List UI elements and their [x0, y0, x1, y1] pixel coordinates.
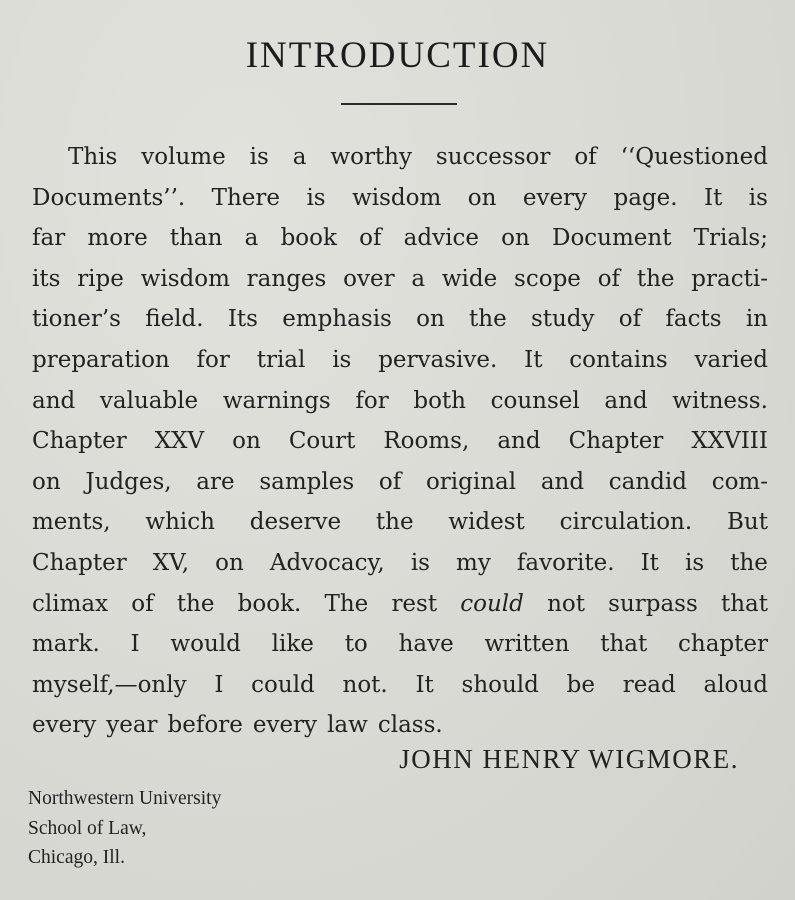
word: circulation. — [559, 509, 693, 536]
word: This — [68, 144, 118, 170]
word: candid — [608, 468, 687, 495]
word: both — [413, 387, 466, 414]
word: could — [251, 671, 315, 698]
word: is — [748, 184, 768, 211]
word: It — [415, 671, 434, 698]
word: page. — [613, 184, 678, 211]
word: of — [131, 590, 154, 617]
word: of — [359, 225, 382, 252]
word: worthy — [330, 144, 412, 170]
text-line — [32, 137, 768, 178]
word: original — [425, 468, 517, 495]
word: far — [32, 225, 66, 252]
word: a — [411, 265, 426, 292]
word: XXVIII — [691, 428, 768, 455]
word: emphasis — [282, 306, 392, 333]
text-line — [32, 218, 768, 259]
text-line — [32, 381, 768, 422]
word: could — [460, 590, 524, 617]
word: to — [344, 631, 368, 658]
word: a — [292, 144, 307, 170]
page-title: INTRODUCTION — [245, 35, 550, 76]
text-line — [32, 462, 768, 503]
word: volume — [141, 144, 226, 170]
word: is — [410, 549, 430, 576]
word: It — [524, 346, 543, 373]
word: Advocacy, — [269, 549, 385, 576]
word: There — [211, 184, 281, 211]
author-signature: JOHN HENRY WIGMORE. — [399, 744, 739, 774]
word: Court — [288, 428, 356, 455]
word: chapter — [678, 631, 768, 658]
word: The — [324, 590, 369, 617]
word: is — [249, 144, 269, 170]
word: on — [215, 549, 244, 576]
word: I — [130, 631, 140, 658]
word: Judges, — [85, 468, 172, 495]
word: on — [416, 306, 445, 333]
word: advice — [403, 225, 479, 252]
text-line — [32, 502, 768, 543]
word: for — [355, 387, 389, 414]
word: XXV — [154, 428, 205, 455]
word: XV, — [152, 549, 190, 576]
word: wisdom — [352, 184, 442, 211]
address-line: Chicago, Ill. — [28, 847, 125, 868]
word: the — [730, 549, 768, 576]
word: mark. — [32, 631, 100, 658]
word: of — [574, 144, 597, 170]
word: on — [32, 468, 61, 495]
word: should — [461, 671, 539, 698]
word: surpass — [608, 590, 698, 617]
word: myself,—only — [32, 671, 187, 698]
word: is — [332, 346, 352, 373]
word: book. — [237, 590, 302, 617]
word: a — [244, 225, 259, 252]
word: ‘‘Questioned — [620, 144, 768, 170]
word: successor — [435, 144, 551, 170]
word: more — [87, 225, 148, 252]
text-line — [32, 340, 768, 381]
word: facts — [665, 306, 722, 333]
word: counsel — [490, 387, 580, 414]
word: my — [456, 549, 491, 576]
word: ranges — [246, 265, 327, 292]
word: have — [398, 631, 454, 658]
word: law — [327, 712, 368, 739]
word: class. — [377, 712, 443, 739]
word: Its — [227, 306, 258, 333]
word: witness. — [672, 387, 768, 414]
author-address — [28, 784, 221, 873]
word: I — [214, 671, 224, 698]
word: It — [640, 549, 659, 576]
word: com- — [711, 468, 768, 495]
word: that — [600, 631, 648, 658]
word: study — [530, 306, 595, 333]
text-line — [32, 543, 768, 584]
word: for — [196, 346, 230, 373]
word: and — [497, 428, 541, 455]
text-line — [32, 705, 768, 746]
word: which — [145, 509, 215, 536]
word: But — [726, 509, 768, 536]
word: every — [252, 712, 318, 739]
word: is — [684, 549, 705, 576]
word: before — [167, 712, 243, 739]
word: Chapter — [568, 428, 664, 455]
word: Chapter — [32, 428, 127, 455]
word: varied — [694, 346, 768, 373]
word: of — [378, 468, 402, 495]
text-line — [32, 421, 768, 462]
text-line — [32, 624, 768, 665]
word: Chapter — [32, 549, 127, 576]
word: and — [540, 468, 585, 495]
word: widest — [448, 509, 525, 536]
word: the — [469, 306, 507, 333]
word: be — [566, 671, 595, 698]
word: ripe — [77, 265, 124, 292]
introduction-paragraph — [32, 137, 768, 746]
word: wide — [441, 265, 498, 292]
word: Documents’’. — [32, 184, 186, 211]
word: Document — [552, 225, 672, 252]
address-line: School of Law, — [28, 817, 147, 839]
word: It — [704, 184, 723, 211]
word: the — [176, 590, 215, 617]
word: year — [106, 712, 158, 739]
word: aloud — [703, 671, 768, 698]
word: on — [232, 428, 261, 455]
word: would — [170, 631, 241, 658]
word: warnings — [222, 387, 331, 414]
word: scope — [514, 265, 581, 292]
word: samples — [259, 468, 355, 495]
word: of — [597, 265, 621, 292]
word: Trials; — [693, 225, 768, 252]
word: deserve — [249, 509, 342, 536]
word: every — [522, 184, 588, 211]
word: read — [622, 671, 676, 698]
title-rule — [341, 103, 457, 105]
word: rest — [391, 590, 438, 617]
word: the — [375, 509, 414, 536]
word: Rooms, — [383, 428, 470, 455]
word: preparation — [32, 346, 170, 373]
word: its — [32, 265, 61, 292]
word: wisdom — [140, 265, 230, 292]
word: ments, — [32, 509, 111, 536]
text-line — [32, 665, 768, 706]
word: not. — [342, 671, 388, 698]
word: tioner’s — [32, 306, 121, 333]
word: valuable — [99, 387, 199, 414]
text-line — [32, 299, 768, 340]
word: the — [636, 265, 675, 292]
word: and — [604, 387, 648, 414]
word: pervasive. — [378, 346, 498, 373]
word: is — [306, 184, 326, 211]
word: over — [343, 265, 395, 292]
word: on — [501, 225, 530, 252]
word: and — [32, 387, 76, 414]
text-line — [32, 178, 768, 219]
text-line — [32, 259, 768, 300]
word: are — [196, 468, 235, 495]
word: on — [467, 184, 497, 211]
word: practi- — [691, 265, 768, 292]
word: book — [280, 225, 337, 252]
word: trial — [256, 346, 306, 373]
word: contains — [569, 346, 668, 373]
word: like — [271, 631, 314, 658]
word: that — [720, 590, 768, 617]
word: written — [484, 631, 570, 658]
word: of — [618, 306, 642, 333]
word: field. — [145, 306, 204, 333]
word: not — [547, 590, 585, 617]
word: climax — [32, 590, 109, 617]
word: in — [745, 306, 768, 333]
word: every — [32, 712, 97, 739]
word: favorite. — [516, 549, 615, 576]
word: than — [169, 225, 223, 252]
address-line: Northwestern University — [28, 788, 222, 809]
text-line — [32, 584, 768, 625]
